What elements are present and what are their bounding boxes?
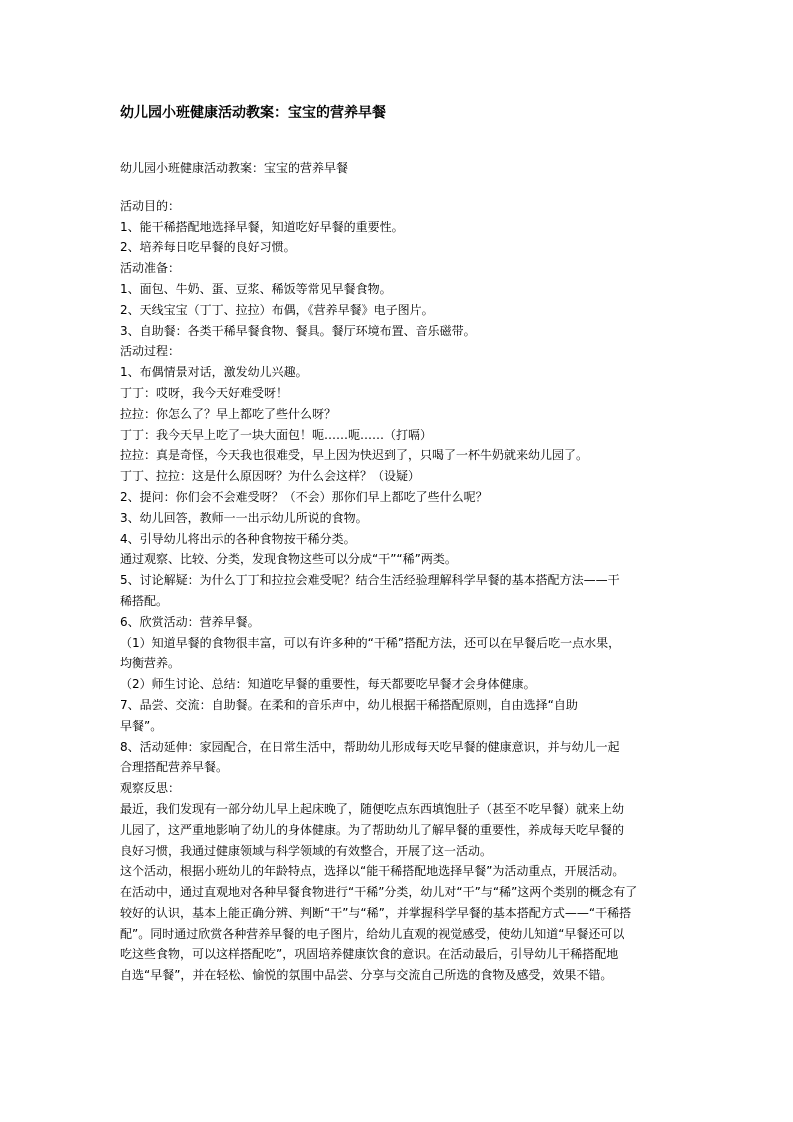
document-title: 幼儿园小班健康活动教案：宝宝的营养早餐 (120, 105, 386, 121)
body-line: 早餐”。 (120, 718, 163, 733)
body-line: 丁丁：哎呀，我今天好难受呀！ (120, 385, 289, 400)
body-line: 活动准备： (120, 261, 181, 276)
body-line: 3、幼儿回答，教师一一出示幼儿所说的食物。 (120, 510, 368, 525)
body-line: 7、品尝、交流：自助餐。在柔和的音乐声中，幼儿根据干稀搭配原则，自由选择“自助 (120, 697, 578, 712)
body-line: 合理搭配营养早餐。 (120, 760, 229, 775)
body-line: 活动目的： (120, 198, 181, 213)
document-body (120, 158, 680, 986)
document-subtitle: 幼儿园小班健康活动教案：宝宝的营养早餐 (120, 161, 349, 175)
body-line: 丁丁、拉拉：这是什么原因呀？为什么会这样？（设疑） (120, 469, 421, 484)
body-line: 2、提问：你们会不会难受呀？（不会）那你们早上都吃了些什么呢？ (120, 489, 488, 504)
body-line: 活动过程： (120, 344, 181, 359)
body-line: 这个活动，根据小班幼儿的年龄特点，选择以“能干稀搭配地选择早餐”为活动重点，开展活动。 (120, 864, 625, 879)
body-line: 配”。同时通过欣赏各种营养早餐的电子图片，给幼儿直观的视觉感受，使幼儿知道“早餐还可以 (120, 926, 625, 941)
body-line: 4、引导幼儿将出示的各种食物按干稀分类。 (120, 531, 356, 546)
body-line: 丁丁：我今天早上吃了一块大面包！呃……呃……（打嗝） (120, 427, 433, 442)
body-line: 8、活动延伸：家园配合，在日常生活中，帮助幼儿形成每天吃早餐的健康意识，并与幼儿一起 (120, 739, 620, 754)
body-line: 自选“早餐”，并在轻松、愉悦的氛围中品尝、分享与交流自己所选的食物及感受，效果不错。 (120, 968, 613, 983)
body-line: 1、能干稀搭配地选择早餐，知道吃好早餐的重要性。 (120, 219, 404, 234)
body-line: 稀搭配。 (120, 593, 169, 608)
body-line: 6、欣赏活动：营养早餐。 (120, 614, 260, 629)
body-line: 2、培养每日吃早餐的良好习惯。 (120, 240, 296, 255)
body-line: 1、布偶情景对话，激发幼儿兴趣。 (120, 365, 308, 380)
body-line: 儿园了，这严重地影响了幼儿的身体健康。为了帮助幼儿了解早餐的重要性，养成每天吃早餐的 (120, 822, 625, 837)
body-line: （2）师生讨论、总结：知道吃早餐的重要性，每天都要吃早餐才会身体健康。 (120, 677, 536, 692)
body-line: 5、讨论解疑：为什么丁丁和拉拉会难受呢？结合生活经验理解科学早餐的基本搭配方法——干 (120, 573, 620, 588)
body-line: 吃这些食物，可以这样搭配吃”，巩固培养健康饮食的意识。在活动最后，引导幼儿干稀搭配地 (120, 947, 619, 962)
body-line: 均衡营养。 (120, 656, 181, 671)
body-line: 1、面包、牛奶、蛋、豆浆、稀饭等常见早餐食物。 (120, 281, 392, 296)
body-line: （1）知道早餐的食物很丰富，可以有许多种的“干稀”搭配方法，还可以在早餐后吃一点水果， (120, 635, 621, 650)
body-line: 拉拉：你怎么了？早上都吃了些什么呀？ (120, 406, 337, 421)
body-line: 在活动中，通过直观地对各种早餐食物进行“干稀”分类，幼儿对“干”与“稀”这两个类别的概念有了 (120, 885, 638, 900)
body-line: 较好的认识，基本上能正确分辨、判断“干”与“稀”，并掌握科学早餐的基本搭配方式——“干稀搭 (120, 905, 632, 920)
body-line: 拉拉：真是奇怪，今天我也很难受，早上因为快迟到了，只喝了一杯牛奶就来幼儿园了。 (120, 448, 589, 463)
body-line: 最近，我们发现有一部分幼儿早上起床晚了，随便吃点东西填饱肚子（甚至不吃早餐）就来上幼 (120, 801, 625, 816)
body-line: 2、天线宝宝（丁丁、拉拉）布偶，《营养早餐》电子图片。 (120, 302, 434, 317)
body-line: 通过观察、比较、分类，发现食物这些可以分成“干”“稀”两类。 (120, 552, 457, 567)
body-line: 3、自助餐：各类干稀早餐食物、餐具。餐厅环境布置、音乐磁带。 (120, 323, 476, 338)
body-line: 良好习惯，我通过健康领域与科学领域的有效整合，开展了这一活动。 (120, 843, 493, 858)
body-line: 观察反思： (120, 781, 181, 796)
